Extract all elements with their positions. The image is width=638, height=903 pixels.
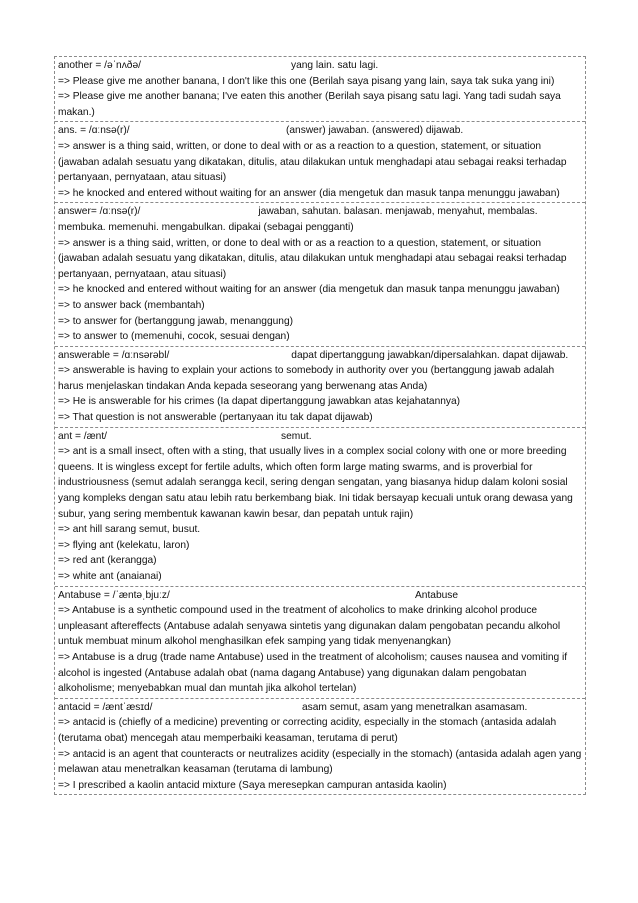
entry-term: answerable = /ɑːnsərəbl/ bbox=[58, 349, 170, 361]
entry-answerable bbox=[55, 347, 585, 428]
entry-term: ant = /ænt/ bbox=[58, 430, 107, 442]
example-line: => to answer to (memenuhi, cocok, sesuai dengan) bbox=[58, 331, 290, 343]
entry-term: answer= /ɑːnsə(r)/ bbox=[58, 206, 141, 218]
example-line: => antacid is an agent that counteracts or neutralizes acidity (especially in the stomach) (antasida adalah agen yang melawan atau menetralkan keasaman (terutama di lambung) bbox=[58, 748, 582, 776]
example-line: => Antabuse is a synthetic compound used in the treatment of alcoholics to make drinking alcohol produce unpleasant aftereffects (Antabuse adalah senyawa sintetis yang digunakan dalam pengobatan pecandu alkohol untuk membuat minum alkohol menghasilkan efek samping yang tidak menyenangkan) bbox=[58, 605, 561, 648]
entry-head bbox=[58, 429, 582, 445]
entry-meaning: (answer) jawaban. (answered) dijawab. bbox=[286, 125, 464, 137]
entry-term: ans. = /ɑːnsə(r)/ bbox=[58, 125, 130, 137]
example-line: => I prescribed a kaolin antacid mixture (Saya meresepkan campuran antasida kaolin) bbox=[58, 779, 447, 791]
entry-meaning: asam semut, asam yang menetralkan asamasam. bbox=[302, 701, 528, 713]
entry-head bbox=[58, 348, 582, 364]
example-line: => He is answerable for his crimes (Ia dapat dipertanggung jawabkan atas kejahatannya) bbox=[58, 396, 461, 408]
entry-meaning: Antabuse bbox=[415, 589, 459, 601]
example-line: => answer is a thing said, written, or done to deal with or as a reaction to a question, statement, or situation (jawaban adalah sesuatu yang dikatakan, ditulis, atau dilakukan untuk menghadapi atau sebagai reaksi terhadap pertanyaan, pernyataan, atau situasi) bbox=[58, 140, 567, 184]
entry-term: Antabuse = /ˈæntəˌbjuːz/ bbox=[58, 589, 170, 601]
entry-another bbox=[55, 57, 585, 122]
example-line: => he knocked and entered without waiting for an answer (dia mengetuk dan masuk tanpa menunggu jawaban) bbox=[58, 187, 560, 199]
example-line: => Antabuse is a drug (trade name Antabuse) used in the treatment of alcoholism; causes nausea and vomiting if alcohol is ingested (Antabuse adalah obat (nama dagang Antabuse) yang digunakan dalam pengobatan alkoholisme; menyebabkan mual dan muntah jika alkohol tertelan) bbox=[58, 651, 568, 695]
entry-head bbox=[58, 123, 582, 139]
entry-head bbox=[58, 588, 582, 604]
example-line: => red ant (kerangga) bbox=[58, 555, 157, 567]
entry-answer bbox=[55, 203, 585, 346]
example-line: => to answer back (membantah) bbox=[58, 299, 205, 311]
example-line: => Please give me another banana; I've eaten this another (Berilah saya pisang satu lagi. Yang tadi sudah saya makan.) bbox=[58, 91, 561, 118]
dictionary-sheet bbox=[54, 56, 586, 795]
example-line: => ant is a small insect, often with a sting, that usually lives in a complex social colony with one or more breeding queens. It is wingless except for fertile adults, which often form large mating swarms, and is proverbial for industriousness (semut adalah serangga kecil, sering dengan sengatan, yang biasanya hidup dalam koloni sosial yang kompleks dengan satu atau lebih ratu berkembang biak. Ini tidak bersayap kecuali untuk orang dewasa yang subur, yang sering membentuk kawanan kawin besar, dan pepatah untuk rajin) bbox=[58, 446, 573, 520]
example-line: => white ant (anaianai) bbox=[58, 571, 162, 582]
entry-meaning: dapat dipertanggung jawabkan/dipersalahkan. dapat dijawab. bbox=[291, 349, 569, 361]
entry-antabuse bbox=[55, 587, 585, 699]
entry-meaning: yang lain. satu lagi. bbox=[291, 60, 379, 71]
entry-ans bbox=[55, 122, 585, 203]
entry-head bbox=[58, 58, 582, 74]
entry-ant bbox=[55, 428, 585, 587]
entry-head bbox=[58, 700, 582, 716]
entry-meaning: jawaban, sahutan. balasan. menjawab, menyahut, membalas. membuka. memenuhi. mengabulkan. dipakai (sebagai pengganti) bbox=[58, 206, 538, 233]
entry-head bbox=[58, 204, 582, 235]
entry-meaning: semut. bbox=[281, 430, 312, 442]
example-line: => That question is not answerable (pertanyaan itu tak dapat dijawab) bbox=[58, 412, 373, 424]
example-line: => flying ant (kelekatu, laron) bbox=[58, 539, 190, 551]
example-line: => he knocked and entered without waiting for an answer (dia mengetuk dan masuk tanpa menunggu jawaban) bbox=[58, 284, 560, 296]
example-line: => answer is a thing said, written, or done to deal with or as a reaction to a question, statement, or situation (jawaban adalah sesuatu yang dikatakan, ditulis, atau dilakukan untuk menghadapi atau sebagai reaksi terhadap pertanyaan, pernyataan, atau situasi) bbox=[58, 237, 567, 280]
entry-term: antacid = /æntˈæsɪd/ bbox=[58, 701, 153, 713]
entry-antacid bbox=[55, 699, 585, 795]
example-line: => ant hill sarang semut, busut. bbox=[58, 524, 201, 536]
example-line: => antacid is (chiefly of a medicine) preventing or correcting acidity, especially in the stomach (antasida adalah (terutama obat) mencegah atau memperbaiki keasaman, terutama di perut) bbox=[58, 717, 557, 744]
entry-term: another = /əˈnʌðə/ bbox=[58, 60, 141, 71]
example-line: => Please give me another banana, I don't like this one (Berilah saya pisang yang lain, saya tak suka yang ini) bbox=[58, 75, 555, 87]
example-line: => to answer for (bertanggung jawab, menanggung) bbox=[58, 315, 294, 327]
example-line: => answerable is having to explain your actions to somebody in authority over you (bertanggung jawab adalah harus menjelaskan tindakan Anda kepada seseorang yang berwenang atas Anda) bbox=[58, 365, 555, 392]
